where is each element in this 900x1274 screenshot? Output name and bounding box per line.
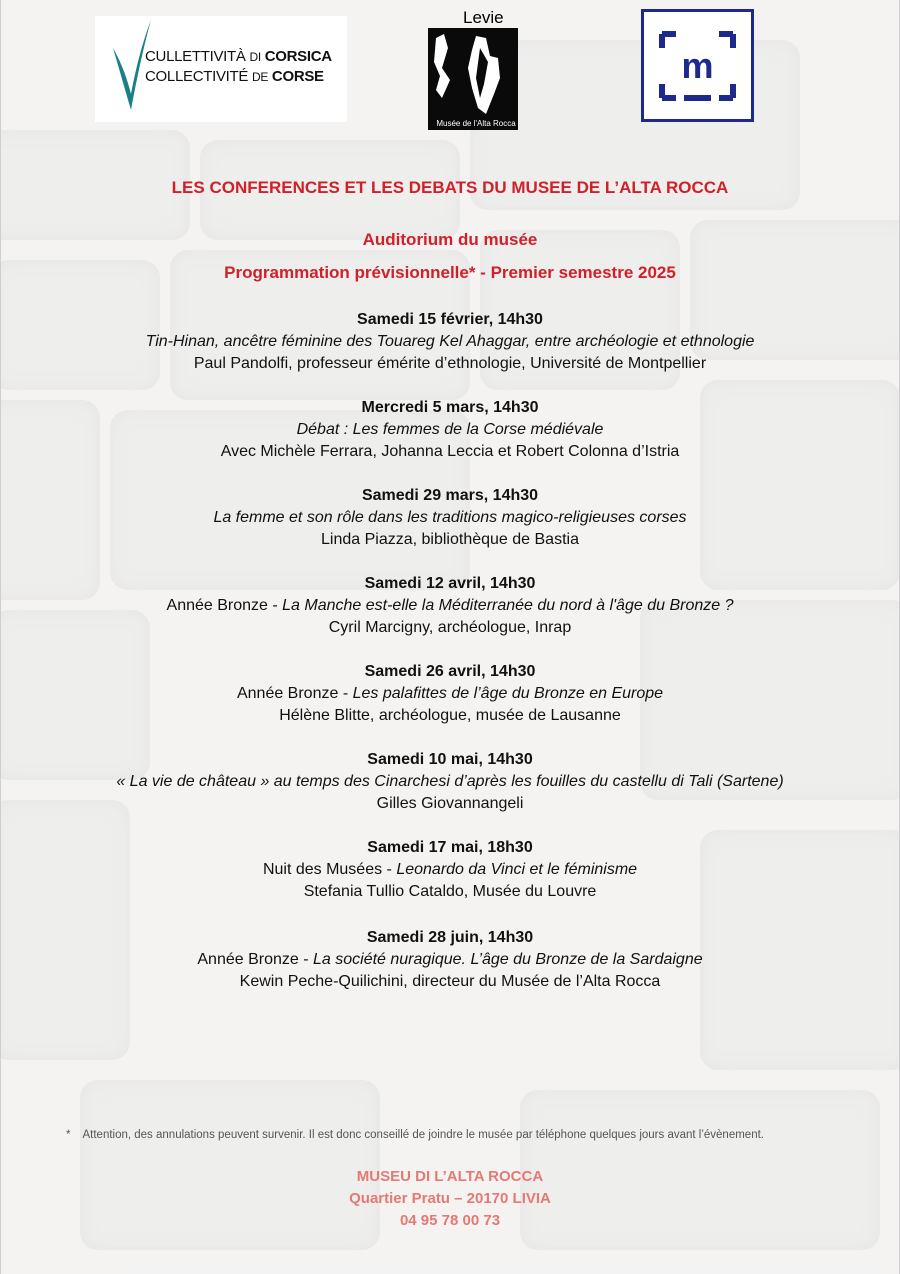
event-title-line: La femme et son rôle dans les traditions magico-religieuses corses — [213, 509, 687, 526]
event-date: Samedi 26 avril, 14h30 — [364, 663, 536, 680]
corsica-line-2: COLLECTIVITÉ DE CORSE — [145, 68, 324, 85]
event-item — [0, 397, 900, 463]
event-date: Samedi 12 avril, 14h30 — [364, 575, 536, 592]
event-date: Samedi 28 juin, 14h30 — [366, 929, 534, 946]
event-speaker: Cyril Marcigny, archéologue, Inrap — [328, 619, 572, 636]
page-title: LES CONFERENCES ET LES DEBATS DU MUSEE DE L’ALTA ROCCA — [171, 178, 729, 197]
contact-phone: 04 95 78 00 73 — [399, 1212, 501, 1229]
collectivite-de-corse-logo — [95, 16, 347, 122]
venue-heading: Auditorium du musée — [362, 230, 538, 249]
event-title-line: Année Bronze - La société nuragique. L’âge du Bronze de la Sardaigne — [197, 951, 703, 968]
event-speaker: Gilles Giovannangeli — [376, 795, 524, 812]
footnote-text: Attention, des annulations peuvent survenir. Il est donc conseillé de joindre le musée par téléphone quelques jours avant l’évènement. — [82, 1129, 764, 1141]
corsica-line-1: CULLETTIVITÀ DI CORSICA — [145, 48, 332, 65]
event-title-line: Année Bronze - La Manche est-elle la Méditerranée du nord à l'âge du Bronze ? — [166, 597, 734, 614]
event-speaker: Hélène Blitte, archéologue, musée de Lausanne — [279, 707, 621, 724]
event-item — [0, 485, 900, 551]
event-item — [0, 749, 900, 815]
event-item — [0, 927, 900, 993]
corsica-island-icon — [428, 28, 518, 130]
contact-museum-name: MUSEU DI L’ALTA ROCCA — [356, 1168, 544, 1185]
event-speaker: Linda Piazza, bibliothèque de Bastia — [321, 531, 579, 548]
event-title-line: « La vie de château » au temps des Cinarchesi d’après les fouilles du castellu di Tali (Sartene) — [116, 773, 784, 790]
event-date: Samedi 17 mai, 18h30 — [367, 839, 533, 856]
musee-alta-rocca-logo — [425, 8, 520, 128]
event-title-line: Année Bronze - Les palafittes de l’âge du Bronze en Europe — [236, 685, 664, 702]
event-item — [0, 661, 900, 727]
event-speaker: Paul Pandolfi, professeur émérite d’ethnologie, Université de Montpellier — [193, 355, 707, 372]
event-item — [0, 837, 900, 903]
event-item — [0, 309, 900, 375]
event-speaker: Stefania Tullio Cataldo, Musée du Louvre — [303, 883, 597, 900]
event-date: Mercredi 5 mars, 14h30 — [361, 399, 539, 416]
contact-address: Quartier Pratu – 20170 LIVIA — [349, 1190, 551, 1207]
event-speaker: Kewin Peche-Quilichini, directeur du Musée de l’Alta Rocca — [239, 973, 661, 990]
footnote-star: * — [66, 1129, 71, 1141]
levie-wordmark: Levie — [463, 8, 504, 27]
event-item — [0, 573, 900, 639]
event-date: Samedi 29 mars, 14h30 — [361, 487, 539, 504]
event-date: Samedi 15 février, 14h30 — [357, 311, 543, 328]
event-date: Samedi 10 mai, 14h30 — [367, 751, 533, 768]
bracket-m-icon — [644, 12, 751, 119]
event-title-line: Débat : Les femmes de la Corse médiévale — [296, 421, 604, 438]
event-speaker: Avec Michèle Ferrara, Johanna Leccia et Robert Colonna d’Istria — [220, 443, 680, 460]
levie-caption: Musée de l'Alta Rocca — [436, 119, 516, 128]
m-letter: m — [681, 45, 714, 86]
footnote — [66, 1129, 764, 1141]
program-heading: Programmation prévisionnelle* - Premier semestre 2025 — [224, 263, 676, 282]
museum-m-logo — [641, 9, 754, 122]
event-title-line: Nuit des Musées - Leonardo da Vinci et le féminisme — [262, 861, 638, 878]
event-title-line: Tin-Hinan, ancêtre féminine des Touareg Kel Ahaggar, entre archéologie et ethnologie — [145, 333, 755, 350]
